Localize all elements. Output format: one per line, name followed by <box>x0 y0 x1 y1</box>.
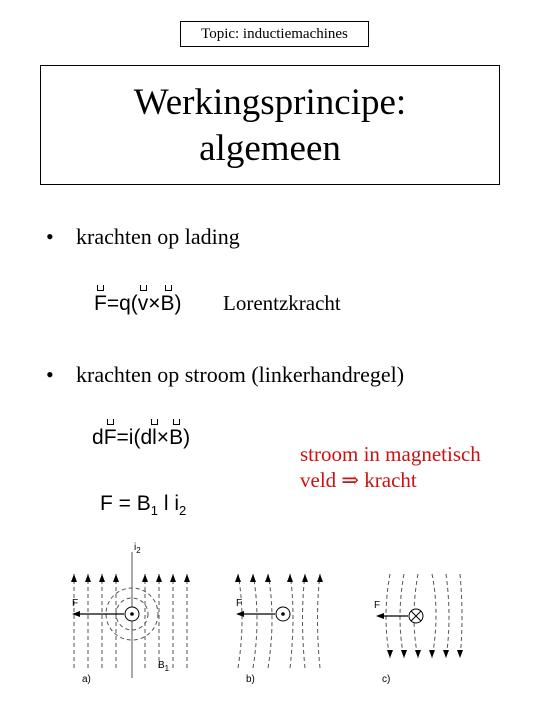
formula-part: l i <box>163 492 180 515</box>
vector-b: B <box>160 292 175 315</box>
note-text <box>300 441 481 493</box>
vector-l: l <box>152 426 157 449</box>
title-line-2: algemeen <box>199 128 341 169</box>
panel-c <box>374 574 463 685</box>
bullet-charge-text: krachten op lading <box>76 224 240 249</box>
subscript: 2 <box>179 503 187 519</box>
field-arrowheads <box>235 574 323 582</box>
bullet-charge <box>46 224 240 250</box>
simple-force-formula <box>100 492 186 518</box>
lorentz-formula <box>94 292 182 316</box>
lorentz-label: Lorentzkracht <box>223 291 341 315</box>
vector-f: F <box>94 292 107 315</box>
cross-symbol: × <box>156 426 170 449</box>
title-box <box>40 65 500 185</box>
title-line-1: Werkingsprincipe: <box>133 82 407 123</box>
topic-box <box>180 21 369 47</box>
force-arrowhead <box>72 611 80 617</box>
bullet-dot: • <box>46 362 54 387</box>
field-arrowheads <box>387 650 463 658</box>
force-arrowhead <box>376 613 384 619</box>
panel-b <box>235 574 323 685</box>
vector-b: B <box>169 426 184 449</box>
force-arrowhead <box>236 611 244 617</box>
dot-icon <box>130 612 134 616</box>
vector-v: v <box>137 292 149 315</box>
force-label: F <box>72 598 79 609</box>
formula-part: =q( <box>106 292 138 315</box>
current-force-formula <box>92 426 190 450</box>
panel-b-label: b) <box>246 674 255 685</box>
formula-part: =i(d <box>116 426 153 449</box>
bullet-current-text: krachten op stroom (linkerhandregel) <box>76 362 405 387</box>
formula-part: ) <box>174 292 182 315</box>
panel-c-label: c) <box>382 674 391 685</box>
force-label: F <box>374 600 381 611</box>
dot-icon <box>281 612 285 616</box>
force-label: F <box>236 598 243 609</box>
current-label: $i_2$ <box>134 542 141 555</box>
note-line-1: stroom in magnetisch <box>300 442 481 466</box>
bullet-current <box>46 362 404 388</box>
bullet-dot: • <box>46 224 54 249</box>
field-figure <box>60 538 480 688</box>
field-lines <box>238 574 320 668</box>
cross-symbol: × <box>148 292 161 315</box>
topic-label: Topic: inductiemachines <box>201 26 348 42</box>
field-label: $B_1$ <box>158 660 170 673</box>
note-line-2: veld ⇒ kracht <box>300 468 417 492</box>
vector-f: F <box>103 426 117 449</box>
field-arrowheads <box>71 574 190 582</box>
panel-a <box>71 542 190 685</box>
formula-part: ) <box>183 426 191 449</box>
panel-a-label: a) <box>82 674 91 685</box>
formula-part: d <box>92 426 104 449</box>
subscript: 1 <box>150 503 159 519</box>
formula-part: F = B <box>100 492 151 515</box>
